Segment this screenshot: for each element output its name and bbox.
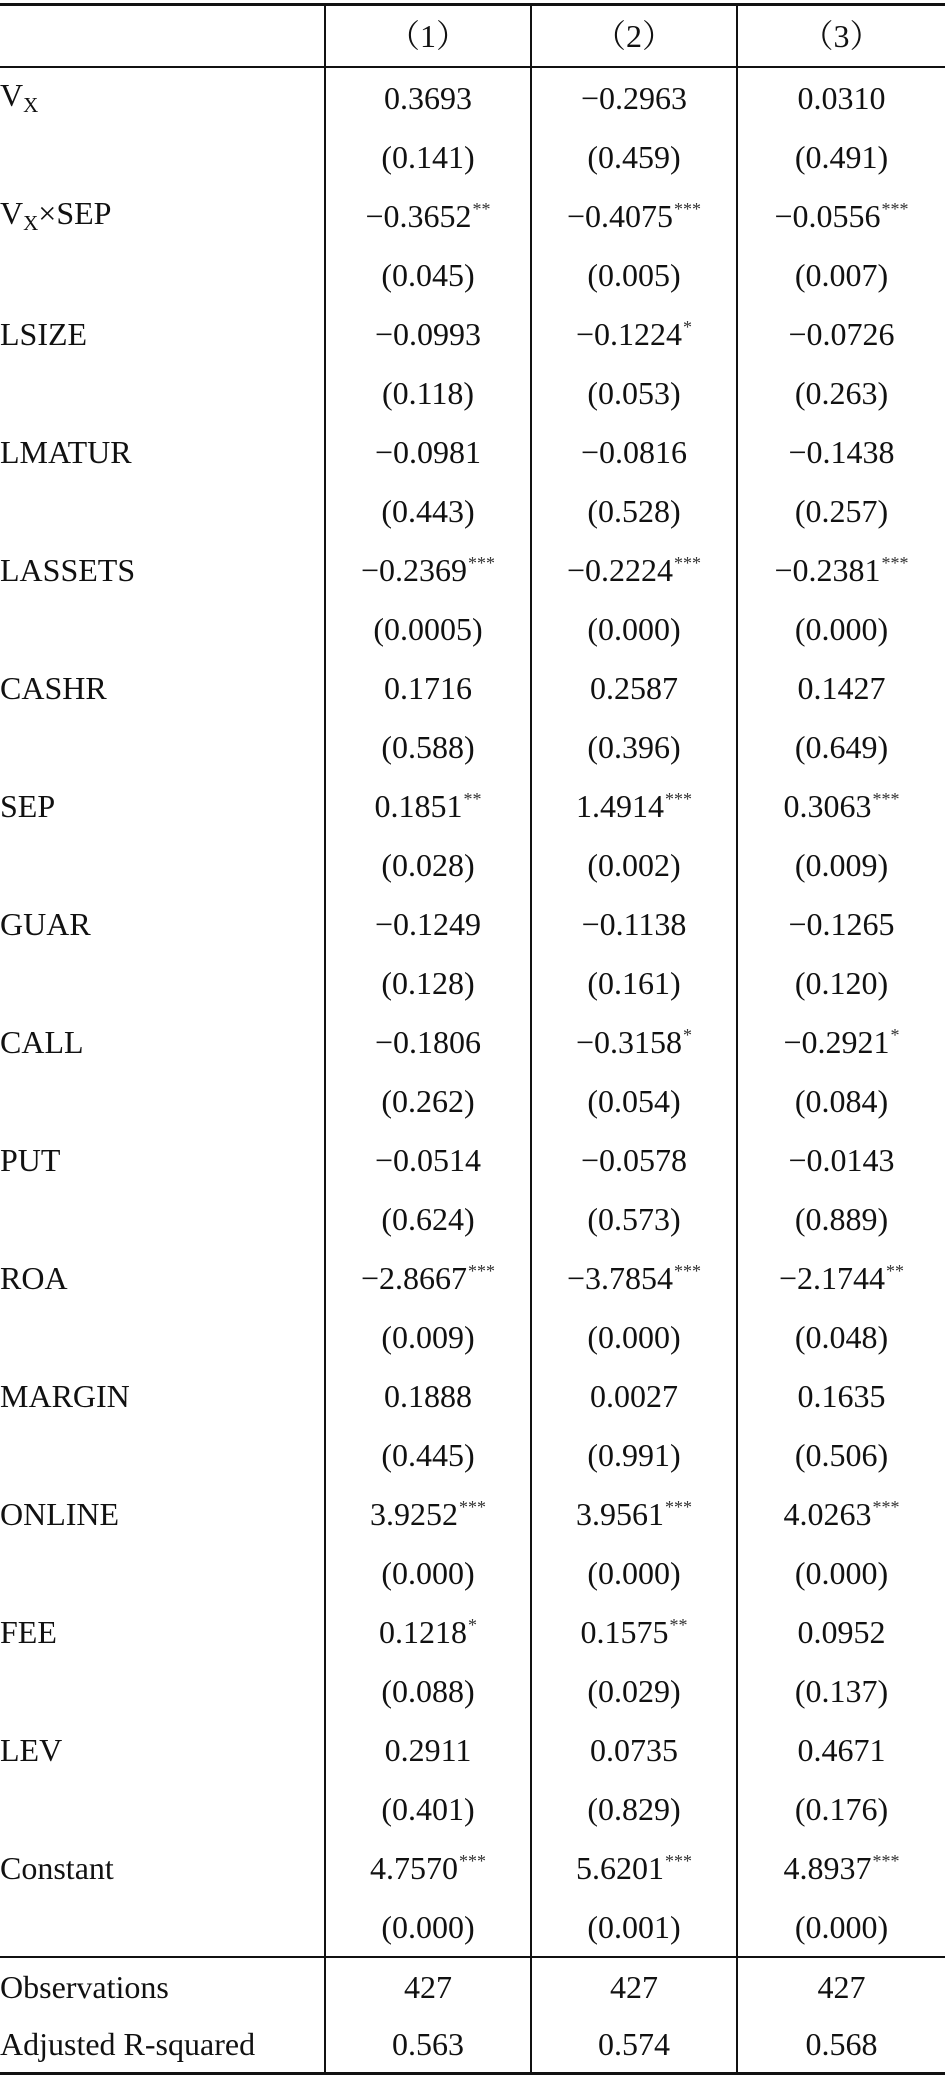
variable-name: ROA bbox=[0, 1259, 68, 1296]
p-value-cell: (0.054) bbox=[531, 1071, 737, 1130]
table-row-constant-pvalue bbox=[0, 1897, 945, 1957]
variable-label-roa bbox=[0, 1248, 325, 1307]
variable-name: FEE bbox=[0, 1613, 57, 1650]
significance-stars: *** bbox=[674, 198, 702, 219]
p-value-cell: (0.000) bbox=[737, 599, 945, 658]
coefficient-cell bbox=[737, 1248, 945, 1307]
table-row-roa-pvalue bbox=[0, 1307, 945, 1366]
p-value-cell: (0.084) bbox=[737, 1071, 945, 1130]
stat-value: 427 bbox=[325, 1957, 531, 2015]
p-value-cell: (0.459) bbox=[531, 127, 737, 186]
empty-label-cell bbox=[0, 127, 325, 186]
significance-stars: *** bbox=[872, 1496, 900, 1517]
coefficient-value: −0.1224 bbox=[575, 315, 683, 352]
coefficient-value: −2.1744 bbox=[778, 1259, 886, 1296]
coefficient-value: 1.4914 bbox=[576, 787, 664, 824]
empty-label-cell bbox=[0, 1425, 325, 1484]
coefficient-cell bbox=[531, 186, 737, 245]
significance-stars: *** bbox=[459, 1496, 486, 1517]
empty-label-cell bbox=[0, 363, 325, 422]
p-value-cell: (0.000) bbox=[531, 1307, 737, 1366]
p-value-cell: (0.624) bbox=[325, 1189, 531, 1248]
variable-label-call bbox=[0, 1012, 325, 1071]
table-row-fee-pvalue bbox=[0, 1661, 945, 1720]
variable-label-vx bbox=[0, 67, 325, 127]
coefficient-value: 0.0952 bbox=[797, 1613, 886, 1650]
table-row-cashr-pvalue bbox=[0, 717, 945, 776]
variable-label-lsize bbox=[0, 304, 325, 363]
significance-stars: *** bbox=[459, 1850, 486, 1871]
stat-value: 427 bbox=[531, 1957, 737, 2015]
table-row-fee bbox=[0, 1602, 945, 1661]
p-value-cell: (0.829) bbox=[531, 1779, 737, 1838]
coefficient-value: −0.1138 bbox=[581, 905, 687, 942]
p-value-cell: (0.088) bbox=[325, 1661, 531, 1720]
coefficient-cell bbox=[737, 540, 945, 599]
coefficient-value: 0.1575 bbox=[580, 1613, 669, 1650]
p-value-cell: (0.257) bbox=[737, 481, 945, 540]
variable-label-cashr bbox=[0, 658, 325, 717]
empty-label-cell bbox=[0, 1661, 325, 1720]
variable-name: CASHR bbox=[0, 669, 107, 706]
variable-suffix: ×SEP bbox=[38, 195, 112, 231]
p-value-cell: (0.991) bbox=[531, 1425, 737, 1484]
coefficient-cell bbox=[531, 422, 737, 481]
coefficient-value: 0.3063 bbox=[783, 787, 872, 824]
p-value-cell: (0.002) bbox=[531, 835, 737, 894]
variable-label-lev bbox=[0, 1720, 325, 1779]
table-header-row bbox=[0, 5, 945, 68]
coefficient-value: 0.0735 bbox=[590, 1731, 678, 1768]
coefficient-cell bbox=[531, 1012, 737, 1071]
coefficient-cell bbox=[737, 1838, 945, 1897]
coefficient-value: −0.1265 bbox=[788, 905, 895, 942]
coefficient-cell bbox=[325, 186, 531, 245]
header-column-2: （2） bbox=[531, 5, 737, 68]
coefficient-value: 4.7570 bbox=[370, 1849, 458, 1886]
table-row-lmatur-pvalue bbox=[0, 481, 945, 540]
coefficient-cell bbox=[737, 776, 945, 835]
stat-value: 0.563 bbox=[325, 2015, 531, 2074]
p-value-cell: (0.161) bbox=[531, 953, 737, 1012]
coefficient-value: −0.0993 bbox=[374, 315, 482, 352]
coefficient-cell bbox=[325, 1366, 531, 1425]
variable-name: PUT bbox=[0, 1141, 61, 1178]
table-row-lev bbox=[0, 1720, 945, 1779]
p-value-cell: (0.396) bbox=[531, 717, 737, 776]
table-row-sep-pvalue bbox=[0, 835, 945, 894]
significance-stars: ** bbox=[886, 1260, 905, 1281]
p-value-cell: (0.000) bbox=[325, 1897, 531, 1957]
variable-name: LASSETS bbox=[0, 551, 136, 588]
variable-label-sep bbox=[0, 776, 325, 835]
table-row-online-pvalue bbox=[0, 1543, 945, 1602]
variable-label-lmatur bbox=[0, 422, 325, 481]
variable-name: ONLINE bbox=[0, 1495, 120, 1532]
coefficient-value: −0.1438 bbox=[788, 433, 895, 470]
table-row-cashr bbox=[0, 658, 945, 717]
coefficient-cell bbox=[325, 540, 531, 599]
coefficient-value: −2.8667 bbox=[360, 1259, 468, 1296]
empty-label-cell bbox=[0, 1897, 325, 1957]
table-row-margin-pvalue bbox=[0, 1425, 945, 1484]
significance-stars: *** bbox=[468, 1260, 496, 1281]
table-row-call-pvalue bbox=[0, 1071, 945, 1130]
coefficient-cell bbox=[325, 1248, 531, 1307]
variable-subscript: X bbox=[23, 93, 39, 117]
significance-stars: *** bbox=[468, 552, 496, 573]
table-row-call bbox=[0, 1012, 945, 1071]
empty-label-cell bbox=[0, 835, 325, 894]
empty-label-cell bbox=[0, 953, 325, 1012]
p-value-cell: (0.649) bbox=[737, 717, 945, 776]
p-value-cell: (0.005) bbox=[531, 245, 737, 304]
p-value-cell: (0.0005) bbox=[325, 599, 531, 658]
significance-stars: * bbox=[683, 316, 693, 337]
coefficient-cell bbox=[737, 186, 945, 245]
p-value-cell: (0.141) bbox=[325, 127, 531, 186]
p-value-cell: (0.001) bbox=[531, 1897, 737, 1957]
table-row-online bbox=[0, 1484, 945, 1543]
table-row-lassets-pvalue bbox=[0, 599, 945, 658]
coefficient-cell bbox=[325, 1012, 531, 1071]
p-value-cell: (0.045) bbox=[325, 245, 531, 304]
p-value-cell: (0.000) bbox=[737, 1897, 945, 1957]
p-value-cell: (0.588) bbox=[325, 717, 531, 776]
coefficient-cell bbox=[531, 1602, 737, 1661]
variable-label-guar bbox=[0, 894, 325, 953]
p-value-cell: (0.445) bbox=[325, 1425, 531, 1484]
p-value-cell: (0.009) bbox=[737, 835, 945, 894]
significance-stars: *** bbox=[665, 1496, 692, 1517]
empty-label-cell bbox=[0, 1071, 325, 1130]
coefficient-value: −0.2369 bbox=[360, 551, 468, 588]
significance-stars: *** bbox=[881, 198, 909, 219]
p-value-cell: (0.009) bbox=[325, 1307, 531, 1366]
p-value-cell: (0.263) bbox=[737, 363, 945, 422]
stat-value: 0.568 bbox=[737, 2015, 945, 2074]
p-value-cell: (0.120) bbox=[737, 953, 945, 1012]
coefficient-value: −0.2224 bbox=[566, 551, 674, 588]
coefficient-value: −3.7854 bbox=[566, 1259, 674, 1296]
coefficient-value: −0.3652 bbox=[365, 197, 472, 234]
variable-label-constant bbox=[0, 1838, 325, 1897]
coefficient-value: −0.1249 bbox=[374, 905, 482, 942]
coefficient-value: −0.0143 bbox=[788, 1141, 895, 1178]
empty-label-cell bbox=[0, 481, 325, 540]
coefficient-cell bbox=[325, 658, 531, 717]
coefficient-cell bbox=[737, 894, 945, 953]
stat-label-adjusted-r-squared: Adjusted R-squared bbox=[0, 2015, 325, 2074]
significance-stars: *** bbox=[872, 1850, 900, 1871]
stat-value: 427 bbox=[737, 1957, 945, 2015]
variable-name: SEP bbox=[0, 787, 56, 824]
coefficient-cell bbox=[325, 304, 531, 363]
empty-label-cell bbox=[0, 245, 325, 304]
coefficient-cell bbox=[325, 1838, 531, 1897]
p-value-cell: (0.000) bbox=[531, 599, 737, 658]
header-label bbox=[0, 5, 325, 68]
p-value-cell: (0.401) bbox=[325, 1779, 531, 1838]
table-row-lassets bbox=[0, 540, 945, 599]
coefficient-cell bbox=[325, 422, 531, 481]
variable-name: LEV bbox=[0, 1731, 63, 1768]
significance-stars: * bbox=[890, 1024, 900, 1045]
coefficient-cell bbox=[531, 776, 737, 835]
table-row-put bbox=[0, 1130, 945, 1189]
coefficient-value: 0.3693 bbox=[384, 79, 472, 116]
p-value-cell: (0.491) bbox=[737, 127, 945, 186]
table-row-margin bbox=[0, 1366, 945, 1425]
coefficient-value: 4.8937 bbox=[783, 1849, 872, 1886]
table-row-vx-pvalue bbox=[0, 127, 945, 186]
coefficient-cell bbox=[325, 776, 531, 835]
coefficient-value: 0.4671 bbox=[797, 1731, 886, 1768]
coefficient-value: 0.0027 bbox=[590, 1377, 678, 1414]
p-value-cell: (0.048) bbox=[737, 1307, 945, 1366]
p-value-cell: (0.000) bbox=[531, 1543, 737, 1602]
p-value-cell: (0.000) bbox=[737, 1543, 945, 1602]
coefficient-value: −0.0556 bbox=[774, 197, 881, 234]
significance-stars: * bbox=[683, 1024, 693, 1045]
coefficient-cell bbox=[325, 894, 531, 953]
p-value-cell: (0.528) bbox=[531, 481, 737, 540]
p-value-cell: (0.137) bbox=[737, 1661, 945, 1720]
p-value-cell: (0.443) bbox=[325, 481, 531, 540]
coefficient-cell bbox=[531, 1366, 737, 1425]
table-row-constant bbox=[0, 1838, 945, 1897]
coefficient-cell bbox=[737, 1602, 945, 1661]
variable-name: MARGIN bbox=[0, 1377, 130, 1414]
variable-label-margin bbox=[0, 1366, 325, 1425]
p-value-cell: (0.506) bbox=[737, 1425, 945, 1484]
coefficient-cell bbox=[531, 894, 737, 953]
p-value-cell: (0.007) bbox=[737, 245, 945, 304]
coefficient-value: 3.9252 bbox=[370, 1495, 458, 1532]
table-row-put-pvalue bbox=[0, 1189, 945, 1248]
coefficient-cell bbox=[531, 1248, 737, 1307]
coefficient-cell bbox=[531, 1720, 737, 1779]
coefficient-cell bbox=[531, 540, 737, 599]
coefficient-value: −0.0514 bbox=[374, 1141, 482, 1178]
coefficient-value: 0.1716 bbox=[384, 669, 472, 706]
coefficient-value: 0.2587 bbox=[590, 669, 678, 706]
table-row-observations bbox=[0, 1957, 945, 2015]
coefficient-cell bbox=[531, 1130, 737, 1189]
coefficient-cell bbox=[531, 304, 737, 363]
coefficient-value: 0.2911 bbox=[384, 1731, 472, 1768]
empty-label-cell bbox=[0, 1189, 325, 1248]
coefficient-cell bbox=[737, 304, 945, 363]
coefficient-value: 3.9561 bbox=[576, 1495, 664, 1532]
coefficient-cell bbox=[737, 1720, 945, 1779]
significance-stars: *** bbox=[674, 1260, 702, 1281]
coefficient-value: −0.2381 bbox=[774, 551, 881, 588]
p-value-cell: (0.029) bbox=[531, 1661, 737, 1720]
p-value-cell: (0.128) bbox=[325, 953, 531, 1012]
coefficient-value: 0.1218 bbox=[379, 1613, 467, 1650]
significance-stars: *** bbox=[674, 552, 702, 573]
header-column-3: （3） bbox=[737, 5, 945, 68]
variable-name: LMATUR bbox=[0, 433, 132, 470]
coefficient-value: −0.3158 bbox=[575, 1023, 683, 1060]
table-row-vx bbox=[0, 67, 945, 127]
table-row-guar-pvalue bbox=[0, 953, 945, 1012]
variable-name: LSIZE bbox=[0, 315, 88, 352]
significance-stars: *** bbox=[872, 788, 900, 809]
variable-label-vx-sep bbox=[0, 186, 325, 245]
coefficient-cell bbox=[325, 1720, 531, 1779]
empty-label-cell bbox=[0, 1543, 325, 1602]
p-value-cell: (0.176) bbox=[737, 1779, 945, 1838]
p-value-cell: (0.262) bbox=[325, 1071, 531, 1130]
table-row-lev-pvalue bbox=[0, 1779, 945, 1838]
regression-table bbox=[0, 3, 945, 2075]
p-value-cell: (0.028) bbox=[325, 835, 531, 894]
coefficient-value: −0.2921 bbox=[783, 1023, 890, 1060]
significance-stars: ** bbox=[472, 198, 491, 219]
coefficient-value: 0.1888 bbox=[384, 1377, 472, 1414]
coefficient-cell bbox=[737, 658, 945, 717]
coefficient-value: −0.4075 bbox=[566, 197, 674, 234]
table-body bbox=[0, 67, 945, 2074]
table-row-lsize-pvalue bbox=[0, 363, 945, 422]
coefficient-value: −0.0981 bbox=[374, 433, 482, 470]
coefficient-cell bbox=[531, 1838, 737, 1897]
coefficient-cell bbox=[737, 1366, 945, 1425]
table-row-guar bbox=[0, 894, 945, 953]
table-row-vx-sep-pvalue bbox=[0, 245, 945, 304]
coefficient-cell bbox=[737, 1012, 945, 1071]
p-value-cell: (0.573) bbox=[531, 1189, 737, 1248]
table-row-vx-sep bbox=[0, 186, 945, 245]
significance-stars: * bbox=[468, 1614, 477, 1635]
variable-subscript: X bbox=[23, 211, 39, 235]
table-row-sep bbox=[0, 776, 945, 835]
variable-name: CALL bbox=[0, 1023, 84, 1060]
variable-label-lassets bbox=[0, 540, 325, 599]
p-value-cell: (0.053) bbox=[531, 363, 737, 422]
coefficient-value: −0.0816 bbox=[580, 433, 688, 470]
coefficient-cell bbox=[531, 67, 737, 127]
coefficient-cell bbox=[531, 1484, 737, 1543]
variable-label-put bbox=[0, 1130, 325, 1189]
significance-stars: ** bbox=[669, 1614, 688, 1635]
coefficient-value: −0.1806 bbox=[374, 1023, 482, 1060]
coefficient-cell bbox=[737, 422, 945, 481]
variable-name: GUAR bbox=[0, 905, 91, 942]
table-row-lsize bbox=[0, 304, 945, 363]
significance-stars: *** bbox=[665, 788, 692, 809]
coefficient-value: 0.1427 bbox=[797, 669, 886, 706]
p-value-cell: (0.000) bbox=[325, 1543, 531, 1602]
significance-stars: ** bbox=[463, 788, 482, 809]
p-value-cell: (0.118) bbox=[325, 363, 531, 422]
coefficient-value: 0.1851 bbox=[374, 787, 463, 824]
coefficient-value: −0.0726 bbox=[788, 315, 895, 352]
coefficient-value: −0.2963 bbox=[580, 79, 688, 116]
table-row-lmatur bbox=[0, 422, 945, 481]
significance-stars: *** bbox=[665, 1850, 692, 1871]
variable-label-online bbox=[0, 1484, 325, 1543]
variable-label-fee bbox=[0, 1602, 325, 1661]
coefficient-cell bbox=[737, 1130, 945, 1189]
coefficient-cell bbox=[325, 1484, 531, 1543]
coefficient-value: 0.0310 bbox=[797, 79, 886, 116]
empty-label-cell bbox=[0, 599, 325, 658]
coefficient-value: −0.0578 bbox=[580, 1141, 688, 1178]
empty-label-cell bbox=[0, 1779, 325, 1838]
p-value-cell: (0.889) bbox=[737, 1189, 945, 1248]
coefficient-cell bbox=[531, 658, 737, 717]
variable-name: V bbox=[0, 195, 24, 231]
significance-stars: *** bbox=[881, 552, 909, 573]
empty-label-cell bbox=[0, 1307, 325, 1366]
coefficient-cell bbox=[325, 67, 531, 127]
header-column-1: （1） bbox=[325, 5, 531, 68]
variable-name: V bbox=[0, 77, 24, 113]
coefficient-value: 4.0263 bbox=[783, 1495, 872, 1532]
coefficient-cell bbox=[737, 1484, 945, 1543]
coefficient-cell bbox=[325, 1602, 531, 1661]
stat-value: 0.574 bbox=[531, 2015, 737, 2074]
coefficient-cell bbox=[737, 67, 945, 127]
stat-label-observations: Observations bbox=[0, 1957, 325, 2015]
coefficient-value: 0.1635 bbox=[797, 1377, 886, 1414]
variable-name: Constant bbox=[0, 1849, 114, 1886]
table-row-adjusted-r-squared bbox=[0, 2015, 945, 2074]
table-row-roa bbox=[0, 1248, 945, 1307]
empty-label-cell bbox=[0, 717, 325, 776]
coefficient-value: 5.6201 bbox=[576, 1849, 664, 1886]
coefficient-cell bbox=[325, 1130, 531, 1189]
